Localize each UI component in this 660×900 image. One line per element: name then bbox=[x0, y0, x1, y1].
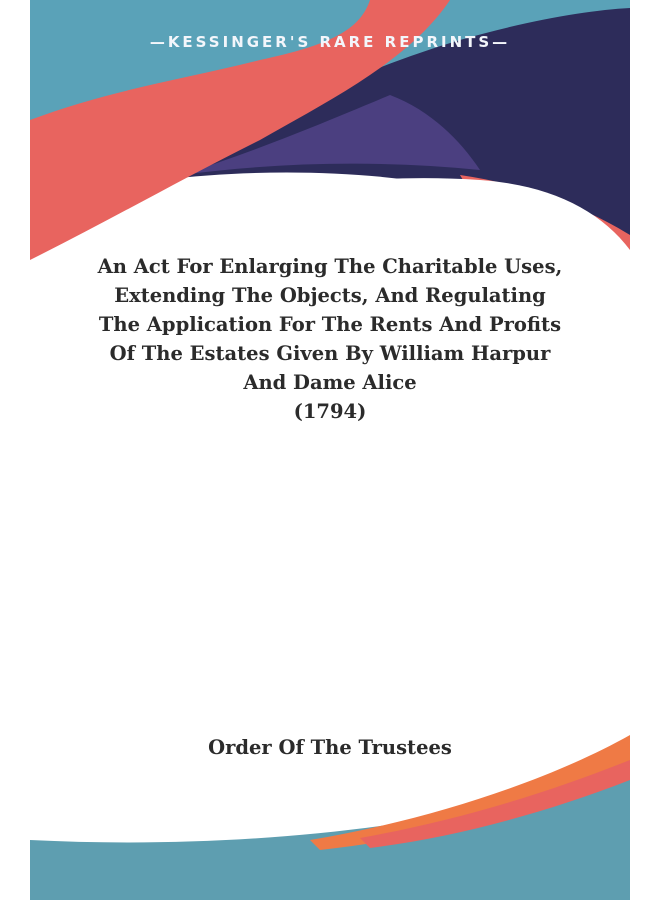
title-line-5: And Dame Alice bbox=[243, 371, 417, 394]
title-line-4: Of The Estates Given By William Harpur bbox=[109, 342, 551, 365]
title-line-2: Extending The Objects, And Regulating bbox=[114, 284, 546, 307]
cover-artwork bbox=[30, 0, 630, 900]
book-cover bbox=[30, 0, 630, 900]
book-title bbox=[70, 252, 590, 426]
title-line-3: The Application For The Rents And Profits bbox=[98, 313, 562, 336]
publisher-banner bbox=[30, 33, 630, 51]
title-line-1: An Act For Enlarging The Charitable Uses, bbox=[97, 255, 563, 278]
title-year: (1794) bbox=[293, 400, 367, 423]
publisher-name: —KESSINGER'S RARE REPRINTS— bbox=[149, 33, 511, 51]
book-author: Order Of The Trustees bbox=[208, 736, 452, 759]
